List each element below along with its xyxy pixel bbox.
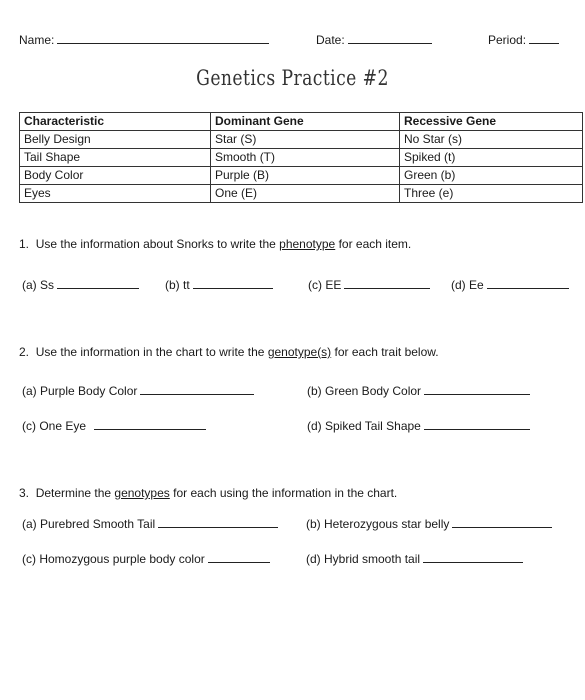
q2-item-a [22,384,254,398]
item-label: (b) Green Body Color [307,384,422,398]
question-keyword: genotype(s) [267,345,332,359]
q2-item-d [307,419,530,433]
name-field[interactable] [19,33,269,47]
q1-item-b [165,278,273,292]
answer-blank[interactable] [424,394,530,395]
item-label: (b) Heterozygous star belly [306,517,450,531]
q3-item-b [306,517,552,531]
date-label: Date: [316,33,345,47]
table-cell: Spiked (t) [400,149,583,167]
question-keyword: phenotype [279,237,336,251]
q3-item-a [22,517,278,531]
date-blank[interactable] [348,43,432,44]
period-blank[interactable] [529,43,559,44]
q2-item-c [22,419,206,433]
item-label: (c) EE [308,278,342,292]
answer-blank[interactable] [208,562,270,563]
item-label: (d) Hybrid smooth tail [306,552,421,566]
item-label: (c) One Eye [22,419,87,433]
question-text: for each using the information in the chart. [173,486,398,500]
table-cell: Three (e) [400,185,583,203]
table-cell: Purple (B) [211,167,400,185]
answer-blank[interactable] [487,288,569,289]
q1-item-c [308,278,430,292]
q2-item-b [307,384,530,398]
table-header-cell: Characteristic [20,113,211,131]
item-label: (a) Purple Body Color [22,384,138,398]
table-header-cell: Dominant Gene [211,113,400,131]
table-cell: Star (S) [211,131,400,149]
table-cell: No Star (s) [400,131,583,149]
question-text: Determine the [35,486,112,500]
item-label: (d) Ee [451,278,484,292]
table-cell: Eyes [20,185,211,203]
question-text: for each trait below. [334,345,439,359]
period-label: Period: [488,33,527,47]
table-cell: Body Color [20,167,211,185]
traits-table [19,112,583,203]
table-cell: One (E) [211,185,400,203]
table-header-cell: Recessive Gene [400,113,583,131]
name-blank[interactable] [57,43,269,44]
q1-item-d [451,278,569,292]
question-number: 1. [19,237,30,251]
q1-item-a [22,278,139,292]
question-number: 3. [19,486,30,500]
table-cell: Tail Shape [20,149,211,167]
table-header-row [20,113,583,131]
answer-blank[interactable] [140,394,254,395]
table-cell: Smooth (T) [211,149,400,167]
question-number: 2. [19,345,30,359]
item-label: (a) Purebred Smooth Tail [22,517,156,531]
table-row [20,185,583,203]
answer-blank[interactable] [193,288,273,289]
item-label: (c) Homozygous purple body color [22,552,205,566]
table-row [20,131,583,149]
period-field[interactable] [488,33,559,47]
answer-blank[interactable] [424,429,530,430]
item-label: (d) Spiked Tail Shape [307,419,421,433]
question-keyword: genotypes [114,486,170,500]
question-text: Use the information about Snorks to write the [35,237,276,251]
table-cell: Green (b) [400,167,583,185]
question-text: Use the information in the chart to write the [35,345,265,359]
answer-blank[interactable] [57,288,139,289]
date-field[interactable] [316,33,432,47]
q3-item-c [22,552,270,566]
table-cell: Belly Design [20,131,211,149]
q3-item-d [306,552,523,566]
item-label: (a) Ss [22,278,55,292]
answer-blank[interactable] [452,527,552,528]
item-label: (b) tt [165,278,190,292]
answer-blank[interactable] [158,527,278,528]
answer-blank[interactable] [344,288,430,289]
worksheet-title: Genetics Practice #2 [196,66,389,90]
question-text: for each item. [338,237,412,251]
question-2 [19,345,439,359]
question-1 [19,237,411,251]
table-row [20,149,583,167]
answer-blank[interactable] [94,429,206,430]
name-label: Name: [19,33,55,47]
table-row [20,167,583,185]
question-3 [19,486,397,500]
answer-blank[interactable] [423,562,523,563]
